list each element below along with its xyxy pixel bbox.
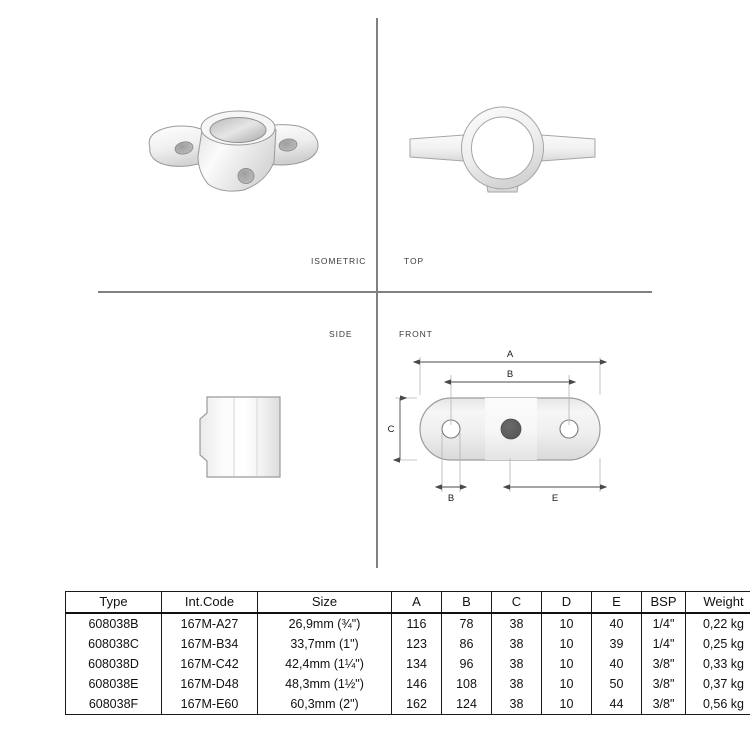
cell-d: 10 — [542, 654, 592, 674]
cell-int-code: 167M-C42 — [162, 654, 258, 674]
cell-int-code: 167M-D48 — [162, 674, 258, 694]
cell-weight: 0,33 kg — [686, 654, 750, 674]
cell-b: 96 — [442, 654, 492, 674]
cell-e: 44 — [592, 694, 642, 715]
cell-weight: 0,25 kg — [686, 634, 750, 654]
cell-d: 10 — [542, 634, 592, 654]
cell-type: 608038F — [66, 694, 162, 715]
cell-size: 33,7mm (1") — [258, 634, 392, 654]
dimension-label-e: E — [551, 493, 559, 504]
cell-e: 50 — [592, 674, 642, 694]
front-view — [385, 345, 635, 520]
table-row — [66, 634, 750, 654]
table-row — [66, 654, 750, 674]
header-int-code: Int.Code — [162, 592, 258, 614]
cell-int-code: 167M-B34 — [162, 634, 258, 654]
cell-bsp: 1/4" — [642, 634, 686, 654]
cell-c: 38 — [492, 654, 542, 674]
header-bsp: BSP — [642, 592, 686, 614]
cell-size: 60,3mm (2") — [258, 694, 392, 715]
cell-bsp: 3/8" — [642, 694, 686, 715]
side-view-label: SIDE — [329, 329, 353, 339]
header-size: Size — [258, 592, 392, 614]
cell-e: 40 — [592, 613, 642, 634]
header-e: E — [592, 592, 642, 614]
cell-type: 608038E — [66, 674, 162, 694]
cell-a: 146 — [392, 674, 442, 694]
iso-socket-bore — [210, 118, 266, 143]
dimension-label-a: A — [506, 349, 514, 360]
isometric-view — [140, 100, 330, 210]
dimension-label-b-overall: B — [506, 369, 514, 380]
cell-e: 39 — [592, 634, 642, 654]
cell-b: 124 — [442, 694, 492, 715]
cell-c: 38 — [492, 694, 542, 715]
cell-weight: 0,22 kg — [686, 613, 750, 634]
iso-setscrew-hole — [238, 169, 254, 184]
cell-d: 10 — [542, 674, 592, 694]
top-view — [405, 100, 600, 205]
cell-a: 123 — [392, 634, 442, 654]
cell-type: 608038D — [66, 654, 162, 674]
isometric-view-label: ISOMETRIC — [311, 256, 367, 266]
cell-c: 38 — [492, 634, 542, 654]
table-header-row — [66, 592, 750, 614]
side-view — [185, 385, 300, 490]
specification-table — [65, 591, 744, 715]
front-view-label: FRONT — [399, 329, 433, 339]
dimension-label-c: C — [387, 424, 395, 435]
table-row — [66, 674, 750, 694]
cell-d: 10 — [542, 694, 592, 715]
cell-c: 38 — [492, 674, 542, 694]
cell-bsp: 1/4" — [642, 613, 686, 634]
cell-size: 42,4mm (1¼") — [258, 654, 392, 674]
cell-b: 86 — [442, 634, 492, 654]
cell-b: 78 — [442, 613, 492, 634]
cell-c: 38 — [492, 613, 542, 634]
header-c: C — [492, 592, 542, 614]
header-d: D — [542, 592, 592, 614]
header-a: A — [392, 592, 442, 614]
cell-weight: 0,37 kg — [686, 674, 750, 694]
cell-size: 26,9mm (¾") — [258, 613, 392, 634]
horizontal-divider — [98, 291, 652, 293]
cell-int-code: 167M-A27 — [162, 613, 258, 634]
front-center-bore — [501, 419, 521, 439]
cell-bsp: 3/8" — [642, 654, 686, 674]
table-row — [66, 694, 750, 715]
cell-weight: 0,56 kg — [686, 694, 750, 715]
table-row — [66, 613, 750, 634]
cell-bsp: 3/8" — [642, 674, 686, 694]
cell-type: 608038C — [66, 634, 162, 654]
header-type: Type — [66, 592, 162, 614]
cell-a: 162 — [392, 694, 442, 715]
top-view-label: TOP — [404, 256, 425, 266]
cell-size: 48,3mm (1½") — [258, 674, 392, 694]
cell-int-code: 167M-E60 — [162, 694, 258, 715]
side-body — [200, 397, 280, 477]
top-ring-bore — [472, 117, 534, 179]
cell-a: 116 — [392, 613, 442, 634]
cell-type: 608038B — [66, 613, 162, 634]
cell-a: 134 — [392, 654, 442, 674]
vertical-divider — [376, 18, 378, 568]
cell-e: 40 — [592, 654, 642, 674]
header-b: B — [442, 592, 492, 614]
header-weight: Weight — [686, 592, 750, 614]
cell-d: 10 — [542, 613, 592, 634]
dimension-label-b-hole: B — [447, 493, 455, 504]
cell-b: 108 — [442, 674, 492, 694]
